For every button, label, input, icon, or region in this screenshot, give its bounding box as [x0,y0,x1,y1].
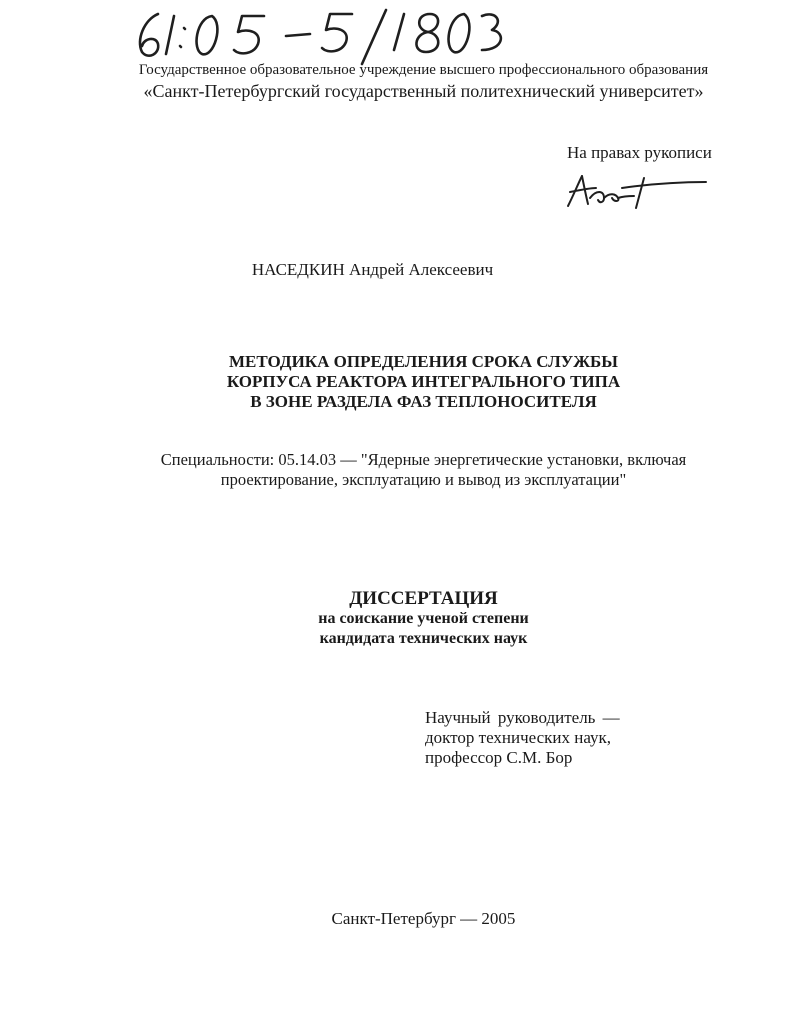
degree-line-2: кандидата технических наук [319,630,528,647]
city-year: Санкт-Петербург — 2005 [331,909,516,928]
degree-line-1: на соискание ученой степени [318,610,529,627]
author-name: НАСЕДКИН Андрей Алексеевич [251,260,494,279]
handwritten-signature [560,168,710,210]
institution-line-1: Государственное образовательное учреждение высшего профессионального образования [138,62,709,78]
dissertation-heading: ДИССЕРТАЦИЯ [349,588,498,609]
title-line-2: КОРПУСА РЕАКТОРА ИНТЕГРАЛЬНОГО ТИПА [226,372,621,391]
specialty-line-2: проектирование, эксплуатацию и вывод из эксплуатации" [220,470,627,489]
specialty-line-1: Специальности: 05.14.03 — "Ядерные энергетические установки, включая [160,450,687,469]
handwritten-catalog-number [130,6,510,68]
institution-line-2: «Санкт-Петербургский государственный политехнический университет» [143,81,704,101]
rights-notice: На правах рукописи [567,143,712,162]
supervisor-line-3: профессор С.М. Бор [425,748,573,767]
supervisor-line-1: Научный руководитель — [425,708,620,727]
title-line-1: МЕТОДИКА ОПРЕДЕЛЕНИЯ СРОКА СЛУЖБЫ [229,352,618,371]
title-line-3: В ЗОНЕ РАЗДЕЛА ФАЗ ТЕПЛОНОСИТЕЛЯ [250,392,597,411]
supervisor-line-2: доктор технических наук, [425,728,612,747]
